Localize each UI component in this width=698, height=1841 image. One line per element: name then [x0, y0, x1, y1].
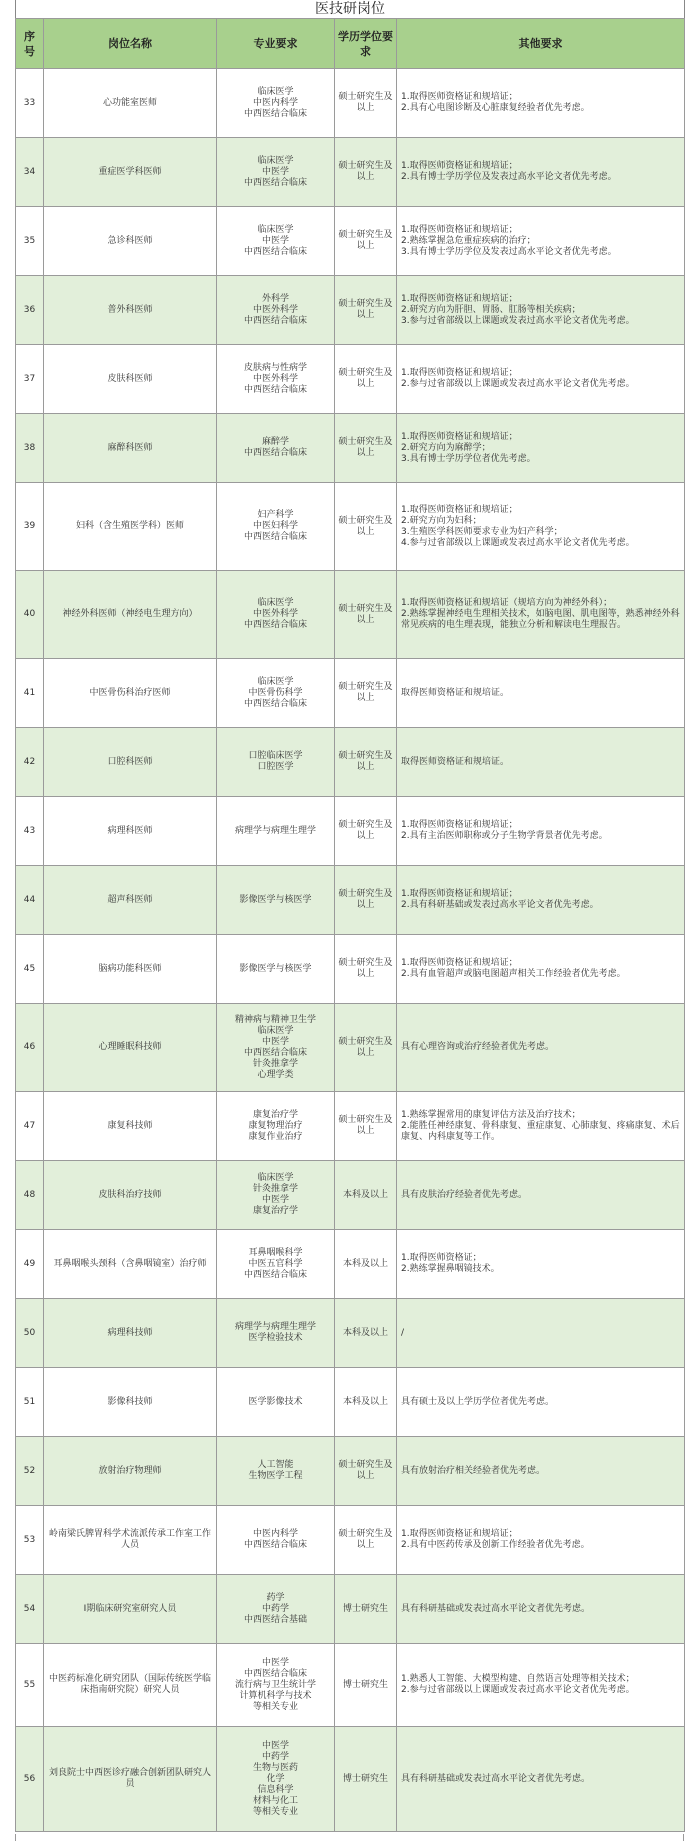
cell-position-name: I期临床研究室研究人员 [44, 1575, 217, 1644]
table-row [16, 276, 685, 345]
cell-education: 本科及以上 [335, 1161, 397, 1230]
major-line: 外科学 [261, 293, 289, 304]
major-line: 中西医结合临床 [243, 315, 307, 326]
requirement-line: 1.取得医师资格证； [401, 1253, 482, 1263]
requirement-line: / [401, 1327, 405, 1338]
cell-position-name: 岭南梁氏脾胃科学术流派传承工作室工作人员 [44, 1506, 217, 1575]
major-line: 中医内科学 [252, 1529, 298, 1539]
cell-position-name: 麻醉科医师 [44, 414, 217, 483]
cell-major [217, 1161, 335, 1230]
cell-major [217, 728, 335, 797]
cell-no: 37 [16, 345, 44, 414]
major-line: 精神病与精神卫生学 [234, 1014, 316, 1025]
requirement-line: 具有放射治疗相关经验者优先考虑。 [401, 1465, 546, 1476]
requirement-line: 2.具有科研基础或发表过高水平论文者优先考虑。 [401, 900, 599, 910]
requirement-line: 2.具有博士学历学位及发表过高水平论文者优先考虑。 [401, 172, 617, 182]
cell-no: 47 [16, 1092, 44, 1161]
major-line: 计算机科学与技术 [239, 1690, 312, 1701]
table-row [16, 1368, 685, 1437]
major-line: 中医五官科学 [248, 1258, 303, 1269]
major-line: 临床医学 [257, 1173, 294, 1183]
cell-no: 44 [16, 866, 44, 935]
cell-major [217, 659, 335, 728]
cell-position-name: 妇科（含生殖医学科）医师 [44, 483, 217, 571]
cell-education: 博士研究生 [335, 1575, 397, 1644]
cell-no: 55 [16, 1644, 44, 1727]
cell-major [217, 138, 335, 207]
major-line: 口腔临床医学 [248, 751, 303, 761]
requirement-line: 取得医师资格证和规培证。 [401, 687, 510, 698]
cell-education: 硕士研究生及以上 [335, 1004, 397, 1092]
cell-major [217, 866, 335, 935]
major-line: 临床医学 [257, 155, 294, 166]
cell-education: 博士研究生 [335, 1644, 397, 1727]
cell-other-requirements [397, 207, 685, 276]
major-line: 影像医学与核医学 [239, 894, 312, 905]
cell-no: 48 [16, 1161, 44, 1230]
cell-other-requirements [397, 1727, 685, 1832]
requirement-line: 2.具有血管超声或脑电图超声相关工作经验者优先考虑。 [401, 969, 626, 979]
requirement-line: 1.取得医师资格证和规培证； [401, 161, 518, 171]
major-line: 中医学 [261, 1195, 289, 1205]
cell-major [217, 1644, 335, 1727]
major-line: 中医骨伤科学 [248, 687, 303, 698]
major-line: 等相关专业 [252, 1701, 298, 1712]
requirement-line: 2.熟练掌握神经电生理相关技术，如脑电图、肌电图等，熟悉神经外科常见疾病的电生理表现，能独立分析和解读电生理报告。 [401, 609, 680, 630]
page-title: 医技研岗位 [15, 0, 685, 18]
cell-no: 46 [16, 1004, 44, 1092]
cell-no: 35 [16, 207, 44, 276]
cell-other-requirements [397, 1506, 685, 1575]
requirement-line: 2.研究方向为妇科； [401, 515, 482, 526]
requirement-line: 1.取得医师资格证和规培证（规培方向为神经外科）； [401, 598, 613, 608]
cell-position-name: 重症医学科医师 [44, 138, 217, 207]
table-row [16, 1506, 685, 1575]
requirement-line: 1.取得医师资格证和规培证； [401, 92, 518, 102]
cell-no: 53 [16, 1506, 44, 1575]
major-line: 皮肤病与性病学 [243, 362, 307, 373]
cell-no: 51 [16, 1368, 44, 1437]
header-major: 专业要求 [217, 19, 335, 69]
requirement-line: 具有硕士及以上学历学位者优先考虑。 [401, 1396, 555, 1407]
major-line: 口腔医学 [257, 762, 294, 772]
major-line: 临床医学 [257, 676, 294, 687]
table-row [16, 1004, 685, 1092]
major-line: 中医学 [261, 166, 289, 177]
major-line: 病理学与病理生理学 [234, 825, 316, 836]
cell-other-requirements [397, 728, 685, 797]
cell-position-name: 病理科医师 [44, 797, 217, 866]
table-body [16, 69, 685, 1832]
major-line: 影像医学与核医学 [239, 963, 312, 974]
major-line: 病理学与病理生理学 [234, 1322, 316, 1332]
major-line: 中医外科学 [252, 373, 298, 384]
requirement-line: 2.参与过省部级以上课题或发表过高水平论文者优先考虑。 [401, 379, 635, 389]
cell-education: 硕士研究生及以上 [335, 866, 397, 935]
cell-no: 49 [16, 1230, 44, 1299]
major-line: 妇产科学 [257, 510, 294, 520]
major-line: 生物与医药 [252, 1762, 298, 1773]
major-line: 康复作业治疗 [248, 1131, 303, 1142]
cell-education: 硕士研究生及以上 [335, 345, 397, 414]
major-line: 针灸推拿学 [252, 1184, 298, 1194]
cell-other-requirements [397, 138, 685, 207]
major-line: 临床医学 [257, 598, 294, 608]
major-line: 中西医结合基础 [243, 1614, 307, 1625]
major-line: 中西医结合临床 [243, 108, 307, 119]
major-line: 等相关专业 [252, 1806, 298, 1817]
cell-position-name: 耳鼻咽喉头颈科（含鼻咽镜室）治疗师 [44, 1230, 217, 1299]
cell-no: 38 [16, 414, 44, 483]
requirement-line: 4.参与过省部级以上课题或发表过高水平论文者优先考虑。 [401, 537, 635, 548]
cell-education: 博士研究生 [335, 1727, 397, 1832]
requirement-line: 1.熟练掌握常用的康复评估方法及治疗技术； [401, 1109, 581, 1120]
cell-position-name: 心理睡眠科技师 [44, 1004, 217, 1092]
requirement-line: 3.具有博士学历学位者优先考虑。 [401, 453, 536, 464]
requirement-line: 3.生殖医学科医师要求专业为妇产科学； [401, 526, 563, 537]
major-line: 康复物理治疗 [248, 1120, 303, 1131]
cell-position-name: 中医药标准化研究团队（国际传统医学临床指南研究院）研究人员 [44, 1644, 217, 1727]
table-row [16, 935, 685, 1004]
major-line: 中西医结合临床 [243, 1668, 307, 1679]
requirement-line: 具有科研基础或发表过高水平论文者优先考虑。 [401, 1603, 591, 1614]
cell-position-name: 皮肤科医师 [44, 345, 217, 414]
cell-no: 39 [16, 483, 44, 571]
cell-other-requirements [397, 1368, 685, 1437]
cell-education: 硕士研究生及以上 [335, 207, 397, 276]
table-row [16, 1230, 685, 1299]
table-row [16, 345, 685, 414]
cell-education: 硕士研究生及以上 [335, 138, 397, 207]
cell-major [217, 483, 335, 571]
major-line: 临床医学 [257, 224, 294, 235]
requirement-line: 2.参与过省部级以上课题或发表过高水平论文者优先考虑。 [401, 1685, 635, 1695]
table-row [16, 659, 685, 728]
cell-position-name: 康复科技师 [44, 1092, 217, 1161]
requirement-line: 具有皮肤治疗经验者优先考虑。 [401, 1189, 528, 1200]
major-line: 流行病与卫生统计学 [234, 1679, 316, 1690]
cell-major [217, 1575, 335, 1644]
major-line: 临床医学 [257, 1025, 294, 1036]
cell-education: 硕士研究生及以上 [335, 1092, 397, 1161]
requirement-line: 3.参与过省部级以上课题或发表过高水平论文者优先考虑。 [401, 315, 635, 326]
cell-no: 45 [16, 935, 44, 1004]
cell-major [217, 69, 335, 138]
major-line: 人工智能 [257, 1460, 294, 1470]
table-row [16, 1727, 685, 1832]
major-line: 中西医结合临床 [243, 384, 307, 395]
table-row [16, 571, 685, 659]
major-line: 针灸推拿学 [252, 1058, 298, 1069]
major-line: 中医学 [261, 1740, 289, 1751]
major-line: 中药学 [261, 1751, 289, 1762]
requirement-line: 2.熟练掌握急危重症疾病的治疗； [401, 235, 536, 246]
table-row [16, 1092, 685, 1161]
major-line: 信息科学 [257, 1784, 294, 1795]
cell-major [217, 1004, 335, 1092]
requirement-line: 2.研究方向为麻醉学； [401, 442, 491, 453]
cell-position-name: 口腔科医师 [44, 728, 217, 797]
cell-other-requirements [397, 659, 685, 728]
cell-education: 硕士研究生及以上 [335, 414, 397, 483]
cell-education: 硕士研究生及以上 [335, 935, 397, 1004]
cell-other-requirements [397, 1092, 685, 1161]
cell-no: 50 [16, 1299, 44, 1368]
cell-major [217, 276, 335, 345]
major-line: 中医妇科学 [252, 521, 298, 531]
table-row [16, 483, 685, 571]
major-line: 耳鼻咽喉科学 [248, 1247, 303, 1258]
major-line: 材料与化工 [252, 1795, 298, 1806]
cell-education: 硕士研究生及以上 [335, 69, 397, 138]
cell-no: 33 [16, 69, 44, 138]
cell-major [217, 935, 335, 1004]
header-name: 岗位名称 [44, 19, 217, 69]
cell-other-requirements [397, 1644, 685, 1727]
major-line: 中医学 [261, 1657, 289, 1668]
cell-position-name: 超声科医师 [44, 866, 217, 935]
requirement-line: 2.研究方向为肝胆、胃肠、肛肠等相关疾病； [401, 304, 581, 315]
major-line: 医学检验技术 [248, 1333, 303, 1343]
requirement-line: 1.取得医师资格证和规培证； [401, 431, 518, 442]
cell-position-name: 心功能室医师 [44, 69, 217, 138]
major-line: 中西医结合临床 [243, 1540, 307, 1550]
cell-education: 硕士研究生及以上 [335, 797, 397, 866]
cell-other-requirements [397, 1437, 685, 1506]
cell-education: 本科及以上 [335, 1368, 397, 1437]
cell-position-name: 急诊科医师 [44, 207, 217, 276]
cell-education: 本科及以上 [335, 1230, 397, 1299]
cell-education: 硕士研究生及以上 [335, 483, 397, 571]
cell-no: 40 [16, 571, 44, 659]
cell-position-name: 脑病功能科医师 [44, 935, 217, 1004]
major-line: 中医内科学 [252, 97, 298, 108]
cell-major [217, 207, 335, 276]
cell-other-requirements [397, 1161, 685, 1230]
table-header-row [16, 19, 685, 69]
cell-other-requirements [397, 1575, 685, 1644]
major-line: 麻醉学 [261, 437, 289, 447]
table-row [16, 1299, 685, 1368]
major-line: 中西医结合临床 [243, 448, 307, 458]
cell-no: 34 [16, 138, 44, 207]
table-row [16, 797, 685, 866]
cell-other-requirements [397, 1299, 685, 1368]
cell-education: 硕士研究生及以上 [335, 571, 397, 659]
major-line: 中西医结合临床 [243, 698, 307, 709]
cell-education: 硕士研究生及以上 [335, 1506, 397, 1575]
cell-major [217, 1727, 335, 1832]
cell-major [217, 1092, 335, 1161]
cell-other-requirements [397, 1004, 685, 1092]
major-line: 中西医结合临床 [243, 532, 307, 542]
cell-position-name: 影像科技师 [44, 1368, 217, 1437]
requirement-line: 具有科研基础或发表过高水平论文者优先考虑。 [401, 1773, 591, 1784]
major-line: 药学 [266, 1592, 285, 1603]
cell-major [217, 1368, 335, 1437]
cell-no: 52 [16, 1437, 44, 1506]
major-line: 中西医结合临床 [243, 620, 307, 630]
major-line: 中医外科学 [252, 609, 298, 619]
cell-position-name: 病理科技师 [44, 1299, 217, 1368]
cell-major [217, 1299, 335, 1368]
major-line: 中医学 [261, 1036, 289, 1047]
cell-other-requirements [397, 276, 685, 345]
table-row [16, 1161, 685, 1230]
cell-position-name: 皮肤科治疗技师 [44, 1161, 217, 1230]
cell-no: 54 [16, 1575, 44, 1644]
requirement-line: 1.取得医师资格证和规培证； [401, 293, 518, 304]
cell-other-requirements [397, 797, 685, 866]
table-row [16, 728, 685, 797]
requirement-line: 1.取得医师资格证和规培证； [401, 1529, 518, 1539]
header-no: 序号 [16, 19, 44, 69]
cell-education: 硕士研究生及以上 [335, 276, 397, 345]
requirement-line: 1.熟悉人工智能、大模型构建、自然语言处理等相关技术； [401, 1674, 635, 1684]
cell-education: 本科及以上 [335, 1299, 397, 1368]
cell-major [217, 571, 335, 659]
cell-no: 41 [16, 659, 44, 728]
major-line: 中医学 [261, 235, 289, 246]
requirement-line: 1.取得医师资格证和规培证； [401, 368, 518, 378]
major-line: 康复治疗学 [252, 1206, 298, 1216]
requirement-line: 取得医师资格证和规培证。 [401, 756, 510, 767]
cell-other-requirements [397, 483, 685, 571]
requirement-line: 1.取得医师资格证和规培证； [401, 224, 518, 235]
major-line: 中医外科学 [252, 304, 298, 315]
requirement-line: 1.取得医师资格证和规培证； [401, 958, 518, 968]
cell-education: 硕士研究生及以上 [335, 1437, 397, 1506]
requirement-line: 2.具有心电图诊断及心脏康复经验者优先考虑。 [401, 103, 590, 113]
major-line: 心理学类 [257, 1069, 294, 1080]
cell-position-name: 刘良院士中西医诊疗融合创新团队研究人员 [44, 1727, 217, 1832]
table-row [16, 207, 685, 276]
table-row [16, 1644, 685, 1727]
requirement-line: 1.取得医师资格证和规培证； [401, 820, 518, 830]
cell-major [217, 797, 335, 866]
cell-education: 硕士研究生及以上 [335, 728, 397, 797]
major-line: 中药学 [261, 1603, 289, 1614]
requirement-line: 2.具有中医药传承及创新工作经验者优先考虑。 [401, 1540, 590, 1550]
cell-other-requirements [397, 414, 685, 483]
cell-position-name: 普外科医师 [44, 276, 217, 345]
header-other: 其他要求 [397, 19, 685, 69]
cell-no: 42 [16, 728, 44, 797]
major-line: 中西医结合临床 [243, 177, 307, 188]
requirement-line: 2.具有主治医师职称或分子生物学背景者优先考虑。 [401, 831, 608, 841]
cell-other-requirements [397, 866, 685, 935]
cell-position-name: 中医骨伤科治疗医师 [44, 659, 217, 728]
cell-major [217, 1506, 335, 1575]
requirement-line: 3.具有博士学历学位及发表过高水平论文者优先考虑。 [401, 246, 617, 257]
major-line: 康复治疗学 [252, 1109, 298, 1120]
major-line: 化学 [266, 1773, 285, 1784]
cell-major [217, 414, 335, 483]
cell-position-name: 放射治疗物理师 [44, 1437, 217, 1506]
cell-no: 36 [16, 276, 44, 345]
table-row [16, 138, 685, 207]
requirement-line: 1.取得医师资格证和规培证； [401, 889, 518, 899]
table-row [16, 866, 685, 935]
cell-other-requirements [397, 571, 685, 659]
table-row [16, 414, 685, 483]
major-line: 生物医学工程 [248, 1471, 303, 1481]
cell-major [217, 1437, 335, 1506]
requirement-line: 具有心理咨询或治疗经验者优先考虑。 [401, 1042, 555, 1052]
major-line: 中西医结合临床 [243, 246, 307, 257]
requirement-line: 2.能胜任神经康复、骨科康复、重症康复、心肺康复、疼痛康复、术后康复、内科康复等工作。 [401, 1120, 680, 1142]
table-row [16, 1575, 685, 1644]
table-row [16, 1437, 685, 1506]
cell-other-requirements [397, 345, 685, 414]
cell-other-requirements [397, 69, 685, 138]
cell-other-requirements [397, 1230, 685, 1299]
major-line: 医学影像技术 [248, 1396, 303, 1407]
table-continuation [15, 1834, 684, 1841]
cell-education: 硕士研究生及以上 [335, 659, 397, 728]
header-education: 学历学位要求 [335, 19, 397, 69]
requirement-line: 1.取得医师资格证和规培证； [401, 504, 518, 515]
major-line: 中西医结合临床 [243, 1047, 307, 1058]
cell-no: 43 [16, 797, 44, 866]
cell-other-requirements [397, 935, 685, 1004]
table-row [16, 69, 685, 138]
positions-table [15, 18, 685, 1832]
cell-no: 56 [16, 1727, 44, 1832]
major-line: 中西医结合临床 [243, 1269, 307, 1280]
cell-major [217, 345, 335, 414]
requirement-line: 2.熟练掌握鼻咽镜技术。 [401, 1264, 500, 1274]
cell-major [217, 1230, 335, 1299]
cell-position-name: 神经外科医师（神经电生理方向） [44, 571, 217, 659]
major-line: 临床医学 [257, 86, 294, 97]
